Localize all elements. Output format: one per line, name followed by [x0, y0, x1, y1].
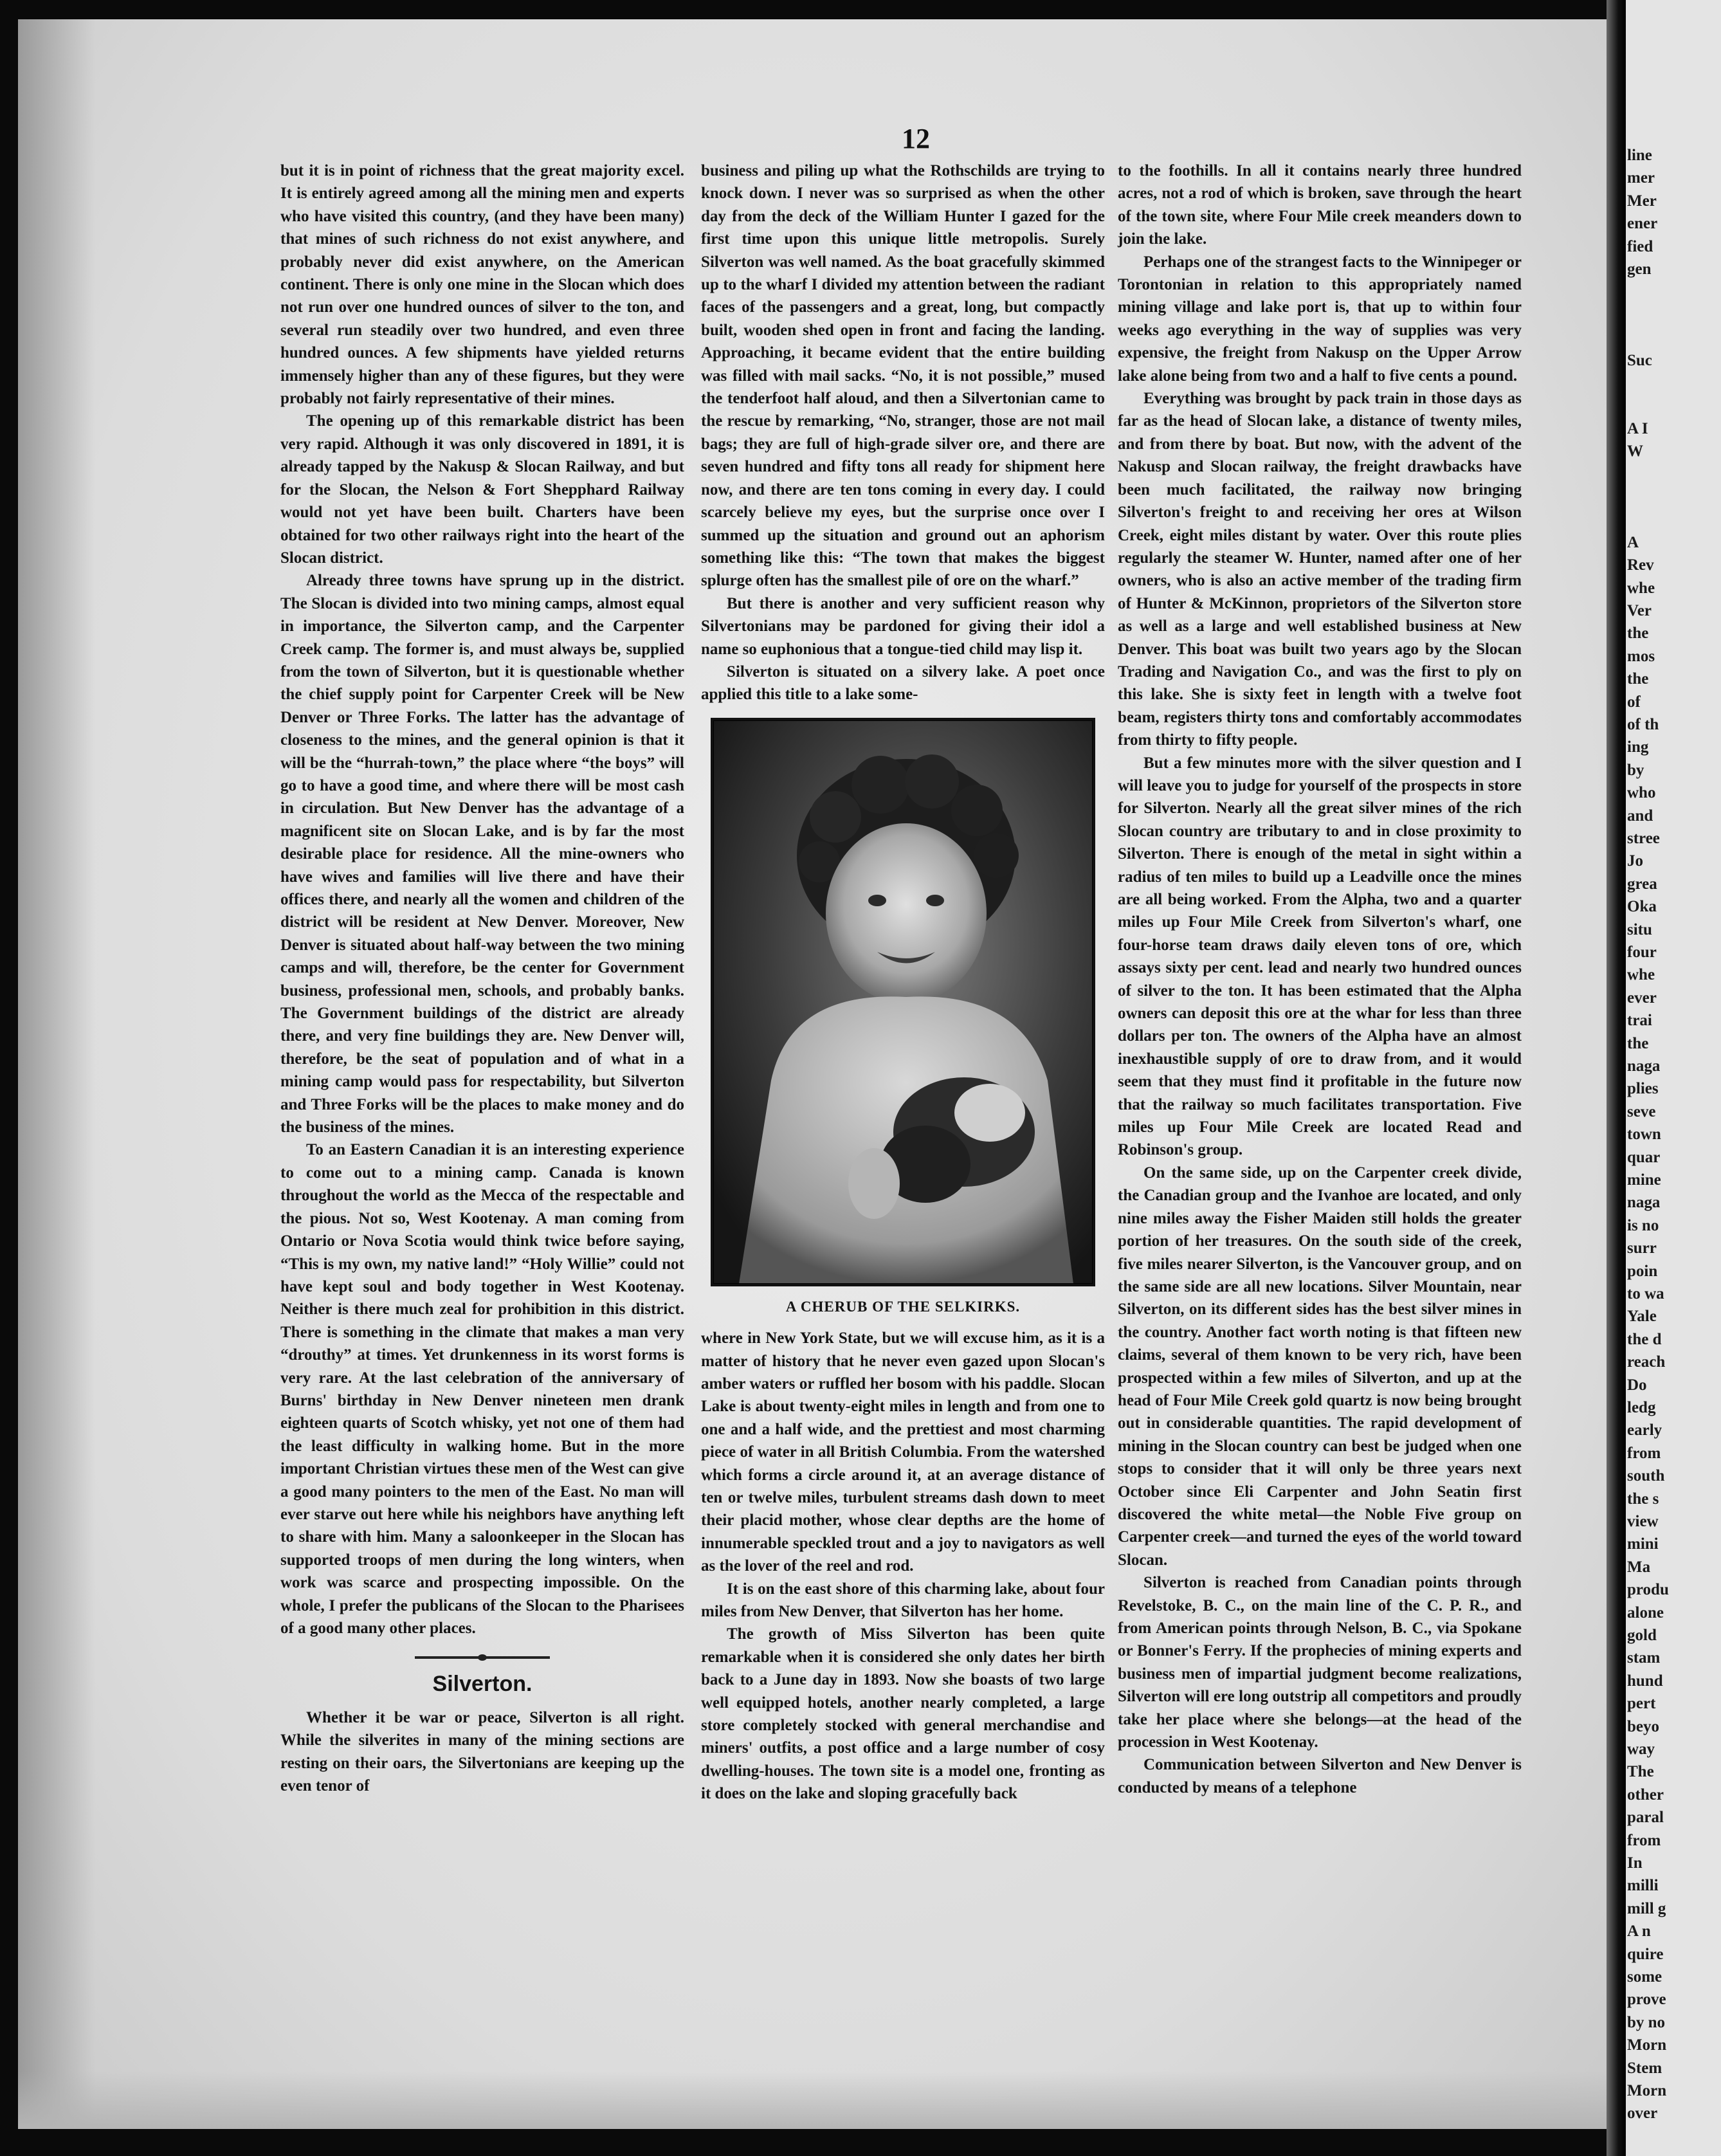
adjacent-page-fragment: seve: [1627, 1102, 1656, 1120]
column-2-paragraph: where in New York State, but we will excuse him, as it is a matter of history that he never even gazed upon Slocan's amber waters or ruffled her bosom with his paddle. Slocan Lake is about twenty-eight miles in length and from one to one and a half wide, and the prettiest and most charming piece of water in all British Columbia. From the watershed which forms a circle around it, at an average distance of ten or twelve miles, turbulent streams dash down to meet their placid mother, whose clear depths are the home of innumerable speckled trout and a joy to navigators as well as the lover of the reel and rod.: [701, 1329, 1105, 1575]
adjacent-page-fragment: milli: [1627, 1877, 1659, 1895]
adjacent-page-edge: [1626, 0, 1721, 2156]
child-portrait-image: [713, 720, 1093, 1284]
adjacent-page-fragment: surr: [1627, 1239, 1657, 1257]
adjacent-page-fragment: naga: [1627, 1194, 1661, 1212]
cherub-photograph: [711, 718, 1095, 1286]
adjacent-page-fragment: way: [1627, 1740, 1655, 1758]
adjacent-page-fragment: poin: [1627, 1262, 1658, 1280]
adjacent-page-fragment: by no: [1627, 2013, 1666, 2031]
adjacent-page-fragment: Morn: [1627, 2082, 1667, 2099]
column-3-paragraph: Silverton is reached from Canadian points through Revelstoke, B. C., on the main line of the C. P. R., and from American points through Nelson, B. C., via Spokane or Bonner's Ferry. If the prophecies of mining experts and business men of impartial judgment become realizations, Silverton will ere long outstrip all competitors and proudly take her place where she belongs—at the head of the procession in West Kootenay.: [1118, 1574, 1522, 1751]
adjacent-page-fragment: the: [1627, 670, 1649, 688]
adjacent-page-fragment: ever: [1627, 989, 1657, 1007]
adjacent-page-fragment: alone: [1627, 1603, 1664, 1622]
adjacent-page-fragment: A: [1627, 533, 1639, 551]
adjacent-page-fragment: ener: [1627, 215, 1658, 233]
adjacent-page-fragment: from: [1627, 1444, 1661, 1462]
adjacent-page-fragment: pert: [1627, 1695, 1656, 1713]
adjacent-page-fragment: the s: [1627, 1490, 1659, 1508]
adjacent-page-fragment: A n: [1627, 1923, 1651, 1941]
column-3-paragraph: Communication between Silverton and New Denver is conducted by means of a telephone: [1118, 1756, 1522, 1796]
adjacent-page-fragment: mos: [1627, 647, 1655, 665]
column-1-paragraph: Already three towns have sprung up in the district. The Slocan is divided into two mining camps, almost equal in importance, the Silverton camp, and the Carpenter Creek camp. The former is, and must always be, supplied from the town of Silverton, but it is questionable whether the chief supply point for Carpenter Creek will be New Denver or Three Forks. The latter has the advantage of closeness to the mines, and the general opinion is that it will be the “hurrah-town,” the place where “the boys” will go to have a good time, and where there will be most cash in circulation. But New Denver has the advantage of a magnificent site on Slocan Lake, and is by far the most desirable place for residence. All the mine-owners who have wives and families will live there and have their offices there, and nearly all the women and children of the district will be resident at New Denver. Moreover, New Denver is situated about half-way between the two mining camps and will, therefore, be the center for Government business, professional men, schools, and probably banks. The Government buildings of the district are already there, and very fine buildings they are. New Denver will, therefore, be the seat of population and of what in a mining camp would pass for respectability, but Silverton and Three Forks will be the places to make money and do the business of the mines.: [280, 572, 684, 1137]
column-1-paragraph: To an Eastern Canadian it is an interesting experience to come out to a mining camp. Canada is known throughout the world as the Mecca of the respectable and the pious. Not so, West Kootenay. A man coming from Ontario or Nova Scotia would think twice before saying, “This is my own, my native land!” “Holy Willie” could not have kept soul and body together in West Kootenay. Neither is there much zeal for prohibition in this district. There is something in the climate that makes a man very “drouthy” at times. Yet drunkenness in its worst forms is very rare. At the last celebration of the anniversary of Burns' birthday in New Denver nineteen men drank eighteen quarts of Scotch whisky, yet not one of them had the least difficulty in walking home. But in the more important Christian virtues these men of the West can give a good many pointers to the men of the East. No man will ever starve out here while his neighbors have anything left to share with him. Many a saloonkeeper in the Slocan has supported troops of men during the long winters, when work was scarce and prospecting impossible. On the whole, I prefer the publicans of the Slocan to the Pharisees of a good many other places.: [280, 1141, 684, 1637]
column-2-paragraph: It is on the east shore of this charming lake, about four miles from New Denver, that Silverton has her home.: [701, 1580, 1105, 1621]
adjacent-page-fragment: Morn: [1627, 2036, 1667, 2054]
section-divider: [415, 1656, 550, 1659]
adjacent-page-fragment: prove: [1627, 1991, 1666, 2009]
adjacent-page-fragment: mer: [1627, 169, 1655, 187]
column-2-paragraph: But there is another and very sufficient reason why Silvertonians may be pardoned for giving their idol a name so euphonious that a tongue-tied child may lisp it.: [701, 594, 1105, 658]
adjacent-page-fragment: Rev: [1627, 556, 1654, 574]
adjacent-page-fragment: some: [1627, 1968, 1662, 1986]
article-column-3: [1118, 160, 1522, 1799]
adjacent-page-fragment: Do: [1627, 1376, 1647, 1394]
adjacent-page-fragment: who: [1627, 784, 1656, 802]
adjacent-page-fragment: Mer: [1627, 192, 1657, 210]
adjacent-page-fragment: paral: [1627, 1809, 1664, 1827]
adjacent-page-fragment: Stem: [1627, 2059, 1662, 2077]
adjacent-page-fragment: four: [1627, 944, 1657, 961]
column-2-paragraph: business and piling up what the Rothschilds are trying to knock down. I never was so surprised as when the other day from the deck of the William Hunter I gazed for the first time upon this unique little metropolis. Surely Silverton was well named. As the boat gracefully skimmed up to the wharf I divided my attention between the radiant faces of the passengers and a great, long, but compactly built, wooden shed open in front and facing the landing. Approaching, it became evident that the entire building was filled with mail sacks. “No, it is not possible,” mused the tenderfoot half aloud, and then a Silvertonian came to the rescue by remarking, “No, stranger, those are not mail bags; they are full of high-grade silver ore, and there are seven hundred and fifty tons all ready for shipment here now, and there are ten tons coming in every day. I could scarcely believe my eyes, but the surprise once over I summed up the situation and ground out an aphorism something like this: “The town that makes the biggest splurge often has the smallest pile of ore on the wharf.”: [701, 162, 1105, 590]
column-3-paragraph: to the foothills. In all it contains nearly three hundred acres, not a rod of which is broken, save through the heart of the town site, where Four Mile creek meanders down to join the lake.: [1118, 162, 1522, 248]
adjacent-page-fragment: Jo: [1627, 852, 1643, 870]
adjacent-page-fragment: ing: [1627, 738, 1649, 756]
adjacent-page-fragment: whe: [1627, 966, 1655, 984]
page-number: 12: [902, 123, 930, 154]
adjacent-page-fragment: hund: [1627, 1672, 1663, 1690]
adjacent-page-fragment: and: [1627, 807, 1653, 825]
column-2-paragraph: The growth of Miss Silverton has been quite remarkable when it is considered she only dates her birth back to a June day in 1893. Now she boasts of two large well equipped hotels, another nearly completed, a large store completely stocked with general merchandise and miners' outfits, a post office and a large number of cosy dwelling-houses. The town site is a model one, fronting as it does on the lake and sloping gracefully back: [701, 1625, 1105, 1803]
adjacent-page-fragment: of th: [1627, 716, 1659, 733]
article-column-1: [280, 160, 684, 1797]
adjacent-page-fragment: gen: [1627, 260, 1652, 278]
adjacent-page-fragment: beyo: [1627, 1717, 1659, 1735]
adjacent-page-fragment: stree: [1627, 830, 1660, 847]
adjacent-page-fragment: grea: [1627, 875, 1657, 893]
adjacent-page-fragment: town: [1627, 1126, 1661, 1144]
adjacent-page-fragment: other: [1627, 1786, 1664, 1804]
adjacent-page-fragment: the: [1627, 625, 1649, 643]
adjacent-page-fragment: The: [1627, 1763, 1654, 1781]
column-2-paragraph: Silverton is situated on a silvery lake. A poet once applied this title to a lake some-: [701, 662, 1105, 704]
article-column-2: [701, 160, 1105, 1805]
adjacent-page-fragment: naga: [1627, 1057, 1661, 1075]
adjacent-page-fragment: over: [1627, 2105, 1658, 2123]
adjacent-page-fragment: A I: [1627, 419, 1648, 437]
column-1-paragraph: The opening up of this remarkable district has been very rapid. Although it was only discovered in 1891, it is already tapped by the Nakusp & Slocan Railway, and but for the Slocan, the Nelson & Fort Shepphard Railway would not yet have been built. Charters have been obtained for two other railways right into the heart of the Slocan district.: [280, 412, 684, 567]
adjacent-page-fragment: Suc: [1627, 351, 1652, 369]
column-3-paragraph: Everything was brought by pack train in those days as far as the head of Slocan lake, a distance of twenty miles, and from there by boat. But now, with the advent of the Nakusp and Slocan railway, the freight drawbacks have been much facilitated, the railway now bringing Silverton's freight to and receiving her ores at Wilson Creek, eight miles distant by water. Over this route plies regularly the steamer W. Hunter, named after one of her owners, who is also an active member of the trading firm of Hunter & McKinnon, proprietors of the Silverton store as well as a large and well established business at New Denver. This boat was built two years ago by the Slocan Trading and Navigation Co., and was the first to ply on this lake. She is sixty feet in length with a twelve foot beam, registers thirty tons and comfortably accommodates from thirty to fifty people.: [1118, 390, 1522, 749]
adjacent-page-fragment: situ: [1627, 920, 1652, 938]
adjacent-page-fragment: In: [1627, 1854, 1643, 1872]
page-gutter: [1607, 0, 1626, 2156]
adjacent-page-fragment: gold: [1627, 1627, 1657, 1644]
adjacent-page-fragment: view: [1627, 1513, 1659, 1530]
adjacent-page-fragment: reach: [1627, 1353, 1666, 1371]
adjacent-page-fragment: ledg: [1627, 1399, 1656, 1416]
adjacent-page-fragment: Ver: [1627, 602, 1652, 619]
adjacent-page-fragment: south: [1627, 1467, 1665, 1485]
adjacent-page-fragment: by: [1627, 761, 1644, 779]
adjacent-page-fragment: to wa: [1627, 1285, 1664, 1302]
adjacent-page-fragment: is no: [1627, 1216, 1659, 1234]
adjacent-page-fragment: line: [1627, 147, 1652, 164]
adjacent-page-fragment: quire: [1627, 1945, 1664, 1963]
column-1-paragraph: but it is in point of richness that the great majority excel. It is entirely agreed among all the mining men and experts who have visited this country, (and they have been many) that mines of such richness do not exist anywhere, and probably never did exist anywhere, on the American continent. There is only one mine in the Slocan which does not run over one hundred ounces of silver to the ton, and several run steadily over two hundred, and even three hundred ounces. A few shipments have yielded returns immensely higher than any of these figures, but they were probably not fairly representative of their mines.: [280, 162, 684, 408]
adjacent-page-fragment: early: [1627, 1421, 1662, 1439]
adjacent-page-fragment: mill g: [1627, 1899, 1666, 1917]
adjacent-page-fragment: the: [1627, 1034, 1649, 1052]
adjacent-page-fragment: of: [1627, 693, 1641, 711]
adjacent-page-fragment: quar: [1627, 1148, 1661, 1166]
adjacent-page-fragment: the d: [1627, 1330, 1662, 1348]
adjacent-page-fragment: whe: [1627, 579, 1655, 597]
column-3-paragraph: But a few minutes more with the silver question and I will leave you to judge for yourself of the prospects in store for Silverton. Nearly all the great silver mines of the rich Slocan country are tributary to and in close proximity to Silverton. There is enough of the metal in sight within a radius of ten miles to build up a Leadville once the mines are all being worked. From the Alpha, two and a quarter miles up Four Mile Creek from Silverton's wharf, one four-horse team draws daily eleven tons of ore, which assays sixty per cent. lead and nearly two hundred ounces of silver to the ton. It has been estimated that the Alpha owners can deposit this ore at the whar for less than three dollars per ton. The owners of the Alpha have an almost inexhaustible supply of ore to draw from, and it would seem that they must find it profitable in the future now that the railway so much facilitates transportation. Five miles up Four Mile Creek are located Read and Robinson's group.: [1118, 754, 1522, 1159]
adjacent-page-fragment: from: [1627, 1831, 1661, 1849]
adjacent-page-fragment: produ: [1627, 1581, 1669, 1599]
column-1-paragraph: Whether it be war or peace, Silverton is all right. While the silverites in many of the mining sections are resting on their oars, the Silvertonians are keeping up the even tenor of: [280, 1708, 684, 1795]
adjacent-page-fragment: fied: [1627, 237, 1653, 255]
adjacent-page-fragment: Yale: [1627, 1308, 1657, 1326]
photo-caption: A CHERUB OF THE SELKIRKS.: [785, 1298, 1021, 1315]
column-3-paragraph: On the same side, up on the Carpenter creek divide, the Canadian group and the Ivanhoe are located, and only nine miles away the Fisher Maiden still holds the greater portion of her treasures. On the south side of the creek, five miles nearer Silverton, is the Vancouver group, and on the same side are all new locations. Silver Mountain, near Silverton, on its different sides has the best silver mines in the country. Another fact worth noting is that fifteen new claims, several of them known to be very rich, have been prospected within a few miles of Silverton, and up at the head of Four Mile Creek gold quartz is now being brought out in considerable quantities. The rapid development of mining in the Slocan country can best be judged when one stops to consider that it will only be three years next October since Eli Carpenter and John Seatin first discovered the white metal—the Noble Five group on Carpenter creek—and turned the eyes of the world toward Slocan.: [1118, 1164, 1522, 1569]
section-heading-silverton: Silverton.: [432, 1672, 533, 1697]
adjacent-page-fragment: W: [1627, 443, 1643, 461]
adjacent-page-fragment: Oka: [1627, 898, 1657, 916]
adjacent-page-fragment: mine: [1627, 1171, 1661, 1189]
adjacent-page-fragment: plies: [1627, 1080, 1659, 1098]
adjacent-page-fragment: trai: [1627, 1012, 1652, 1030]
column-3-paragraph: Perhaps one of the strangest facts to the Winnipeger or Torontonian in relation to this appropriately named mining village and lake port is, that up to within four weeks ago everything in the way of supplies was very expensive, the freight from Nakusp on the Upper Arrow lake alone being from two and a half to five cents a pound.: [1118, 253, 1522, 385]
adjacent-page-fragment: stam: [1627, 1649, 1661, 1667]
adjacent-page-fragment: mini: [1627, 1535, 1659, 1553]
adjacent-page-fragment: Ma: [1627, 1558, 1651, 1576]
